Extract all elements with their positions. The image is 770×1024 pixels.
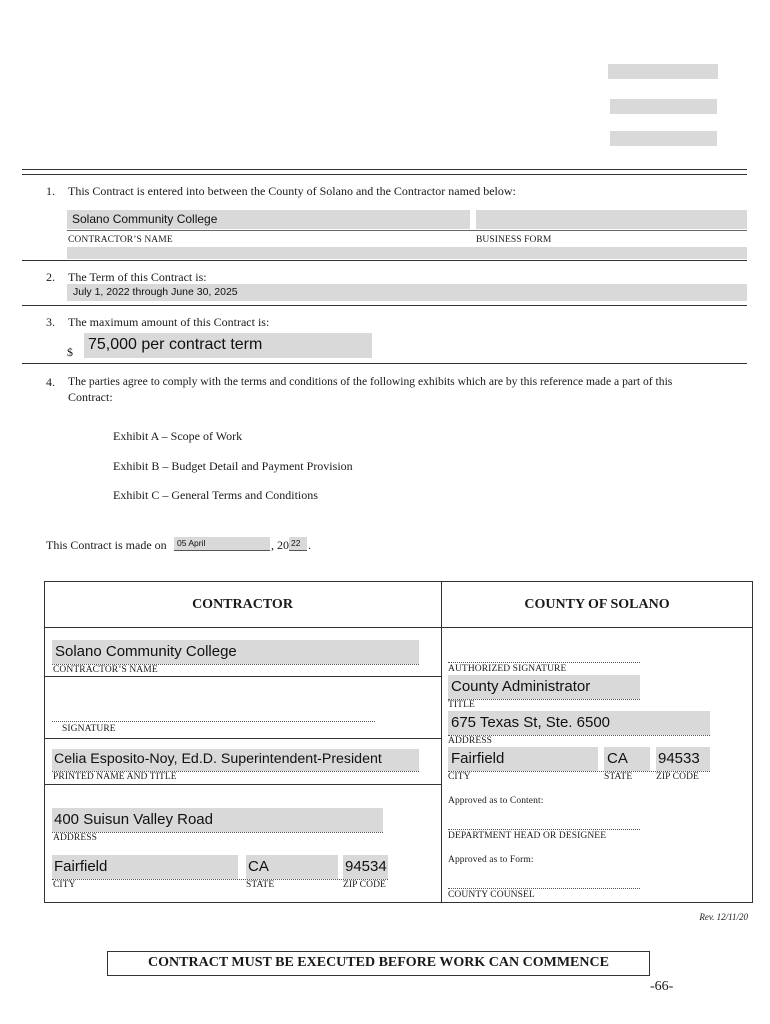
header-field-1[interactable] [608, 64, 718, 79]
header-field-2[interactable] [610, 99, 717, 114]
county-address-field[interactable]: 675 Texas St, Ste. 6500 [448, 711, 710, 735]
county-city-field[interactable]: Fairfield [448, 747, 598, 771]
county-title-label: TITLE [448, 700, 475, 710]
top-rule-2 [22, 174, 747, 175]
made-on-comma: , 20 [271, 538, 289, 552]
header-field-3[interactable] [610, 131, 717, 146]
contractor-row3-rule [44, 784, 441, 785]
table-contractor-name-field[interactable]: Solano Community College [52, 640, 419, 664]
item3-text: The maximum amount of this Contract is: [68, 315, 270, 329]
item2-rule [22, 305, 747, 306]
county-counsel-label: COUNTY COUNSEL [448, 890, 535, 900]
item4-text-line2: Contract: [68, 390, 113, 404]
approved-form-label: Approved as to Form: [448, 855, 534, 865]
item1-rule [22, 260, 747, 261]
contractor-name-label: CONTRACTOR’S NAME [68, 235, 173, 245]
page-number: -66- [650, 979, 674, 994]
made-on-prefix: This Contract is made on [46, 538, 167, 552]
dollar-sign: $ [67, 345, 73, 359]
contractor-row1-rule [44, 676, 441, 677]
contractor-zip-field[interactable]: 94534 [343, 855, 388, 879]
term-field[interactable]: July 1, 2022 through June 30, 2025 [67, 284, 747, 301]
contractor-address-label: ADDRESS [53, 833, 97, 843]
made-on-year-underline [289, 550, 307, 551]
dept-head-label: DEPARTMENT HEAD OR DESIGNEE [448, 831, 607, 841]
made-on-date-underline [174, 550, 270, 551]
item3-rule [22, 363, 747, 364]
amount-field[interactable]: 75,000 per contract term [84, 333, 372, 358]
item2-text: The Term of this Contract is: [68, 270, 207, 284]
county-header: COUNTY OF SOLANO [524, 597, 670, 612]
auth-signature-line [448, 662, 640, 663]
item1-underline [67, 230, 747, 231]
contractor-city-line [52, 879, 388, 880]
dept-head-line [448, 829, 640, 830]
signature-line [52, 721, 375, 722]
table-header-rule [44, 627, 753, 628]
item1-extra-field[interactable] [67, 247, 747, 259]
item4-text-line1: The parties agree to comply with the terms and conditions of the following exhibits which are by this reference made a part of this [68, 375, 673, 388]
item3-number: 3. [46, 315, 55, 329]
contractor-address-field[interactable]: 400 Suisun Valley Road [52, 808, 383, 832]
contractor-address-line [52, 832, 383, 833]
approved-content-label: Approved as to Content: [448, 796, 544, 806]
made-on-end: . [308, 538, 311, 552]
exhibit-c: Exhibit C – General Terms and Conditions [113, 488, 318, 502]
county-title-line [448, 699, 640, 700]
execution-notice: CONTRACT MUST BE EXECUTED BEFORE WORK CAN COMMENCE [107, 951, 650, 976]
contractor-header: CONTRACTOR [192, 597, 293, 612]
auth-signature-label: AUTHORIZED SIGNATURE [448, 664, 567, 674]
printed-name-label: PRINTED NAME AND TITLE [53, 772, 177, 782]
contractor-state-field[interactable]: CA [246, 855, 338, 879]
table-divider [441, 581, 442, 903]
county-title-field[interactable]: County Administrator [448, 675, 640, 699]
county-state-field[interactable]: CA [604, 747, 650, 771]
item1-text: This Contract is entered into between the County of Solano and the Contractor named below: [68, 184, 516, 198]
exhibit-b: Exhibit B – Budget Detail and Payment Provision [113, 459, 353, 473]
county-zip-field[interactable]: 94533 [656, 747, 710, 771]
contractor-zip-label: ZIP CODE [343, 880, 386, 890]
item2-number: 2. [46, 270, 55, 284]
table-contractor-name-label: CONTRACTOR’S NAME [53, 665, 158, 675]
contractor-row2-rule [44, 738, 441, 739]
business-form-label: BUSINESS FORM [476, 235, 552, 245]
county-zip-label: ZIP CODE [656, 772, 699, 782]
item4-number: 4. [46, 375, 55, 389]
contractor-city-label: CITY [53, 880, 76, 890]
revision-note: Rev. 12/11/20 [699, 912, 748, 922]
signature-label: SIGNATURE [62, 724, 116, 734]
business-form-field[interactable] [476, 210, 747, 229]
county-city-label: CITY [448, 772, 471, 782]
contractor-city-field[interactable]: Fairfield [52, 855, 238, 879]
county-address-label: ADDRESS [448, 736, 492, 746]
contractor-state-label: STATE [246, 880, 275, 890]
county-counsel-line [448, 888, 640, 889]
made-on-date-field[interactable]: 05 April [174, 537, 270, 550]
made-on-year-field[interactable]: 22 [289, 537, 307, 550]
county-state-label: STATE [604, 772, 633, 782]
top-rule-1 [22, 169, 747, 170]
contractor-name-field[interactable]: Solano Community College [67, 210, 470, 229]
printed-name-field[interactable]: Celia Esposito-Noy, Ed.D. Superintendent-President [52, 749, 419, 771]
item1-number: 1. [46, 184, 55, 198]
exhibit-a: Exhibit A – Scope of Work [113, 429, 243, 443]
